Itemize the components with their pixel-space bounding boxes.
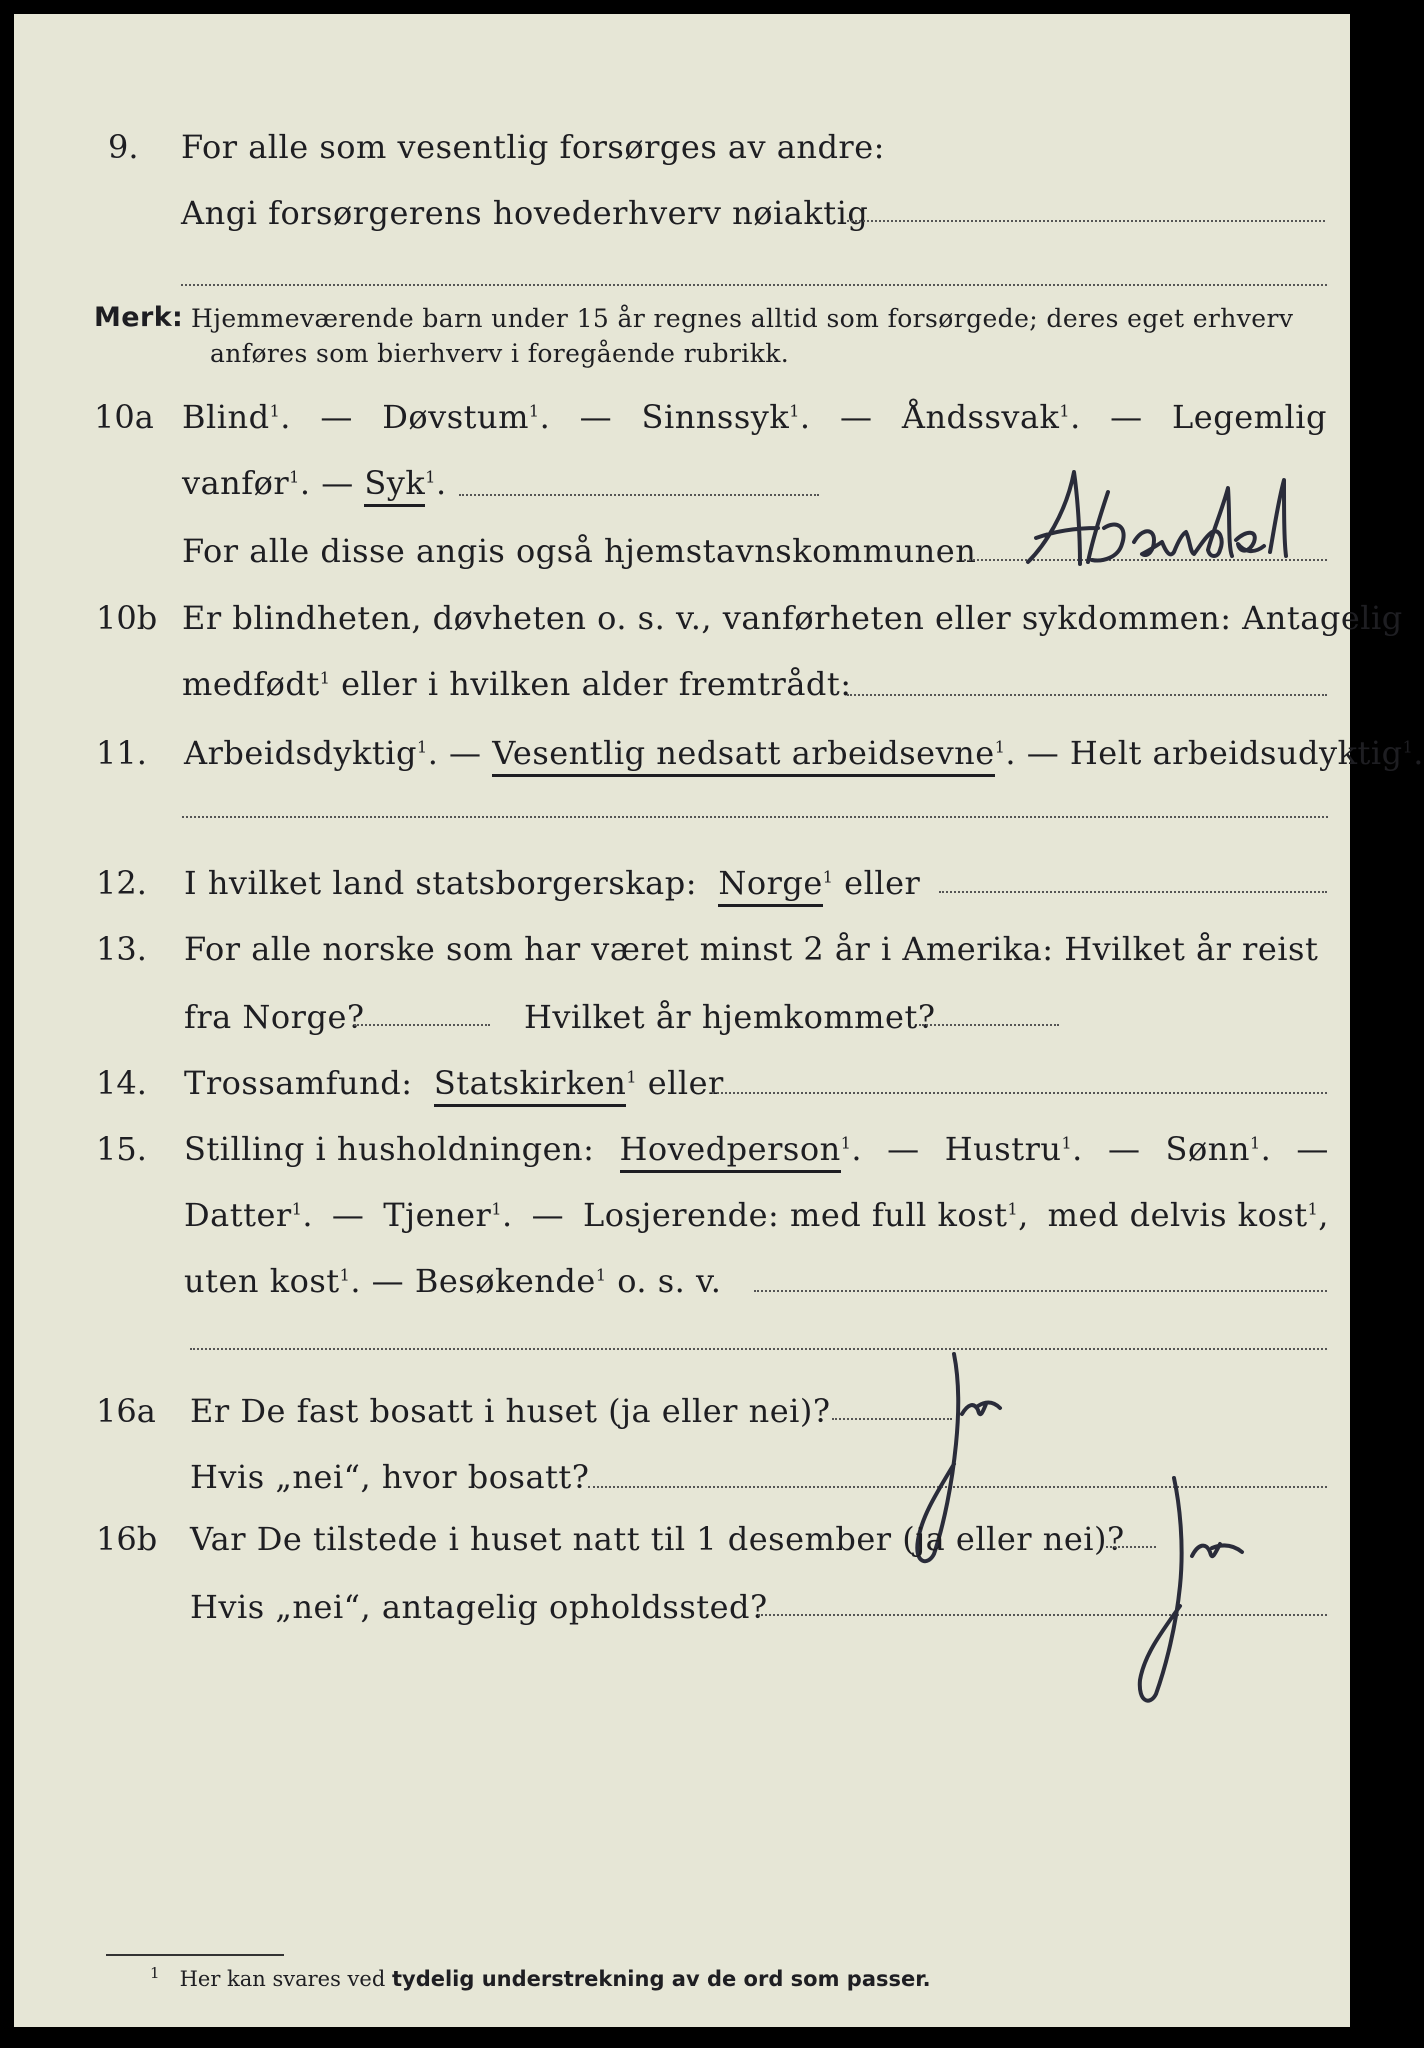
option-tjener: Tjener [383, 1196, 492, 1234]
q15-number: 15. [96, 1130, 147, 1168]
answer-line [712, 1092, 1327, 1094]
q16b-line2: Hvis „nei“, antagelig opholdssted? [190, 1588, 768, 1626]
merk-label: Merk: [94, 302, 184, 333]
option-sonn: Sønn [1165, 1130, 1250, 1168]
option-statskirken: Statskirken [434, 1064, 627, 1107]
q15-line3: uten kost$^1$. — Besøkende$^1$ o. s. v. [184, 1262, 722, 1300]
merk-line2: anføres som bierhverv i foregående rubrikk. [210, 339, 790, 368]
q12-line: I hvilket land statsborgerskap: Norge$^1$ eller [184, 864, 920, 902]
footnote: $^1$ Her kan svares ved tydelig understrekning av de ord som passer. [150, 1964, 931, 1991]
option-delvis-kost: med delvis kost [1047, 1196, 1308, 1234]
option-uten-kost: uten kost [184, 1262, 340, 1300]
answer-line [190, 1348, 1327, 1350]
q12-number: 12. [96, 864, 147, 902]
q15-line1: Stilling i husholdningen: Hovedperson$^1$. — Hustru$^1$. — Sønn$^1$. — [184, 1130, 1329, 1168]
option-norge: Norge [718, 864, 822, 907]
option-sinnssyk: Sinnssyk [641, 398, 790, 436]
option-arbeidsdyktig: Arbeidsdyktig [184, 734, 417, 772]
option-besokende: Besøkende [414, 1262, 596, 1300]
option-hovedperson: Hovedperson [620, 1130, 841, 1173]
q9-line2: Angi forsørgerens hovederhverv nøiaktig [181, 194, 869, 232]
option-losjerende: Losjerende: med full kost [582, 1196, 1008, 1234]
q13-line1: For alle norske som har været minst 2 år i Amerika: Hvilket år reist [184, 930, 1319, 968]
q9-number: 9. [108, 128, 139, 166]
answer-line [354, 1024, 490, 1026]
q10b-line2: medfødt$^1$ eller i hvilken alder fremtrådt: [182, 665, 852, 703]
option-medfodt: medfødt [182, 665, 320, 703]
census-form-page [14, 14, 1424, 2027]
q16b-line1: Var De tilstede i huset natt til 1 desember (ja eller nei)? [190, 1520, 1125, 1558]
q16a-number: 16a [96, 1392, 156, 1430]
answer-line [181, 284, 1327, 286]
option-andssvak: Åndssvak [901, 398, 1060, 436]
q10a-line1: Blind$^1$. — Døvstum$^1$. — Sinnssyk$^1$. — Åndssvak$^1$. — Legemlig [182, 398, 1327, 436]
footnote-rule [106, 1954, 284, 1956]
answer-line [919, 1024, 1059, 1026]
q11-line: Arbeidsdyktig$^1$. — Vesentlig nedsatt arbeidsevne$^1$. — Helt arbeidsudyktig$^1$. [184, 734, 1424, 772]
merk-line1: Hjemmeværende barn under 15 år regnes alltid som forsørgede; deres eget erhverv [191, 304, 1294, 333]
q16b-number: 16b [96, 1520, 158, 1558]
handwritten-ja-answer-16b [1102, 1466, 1272, 1716]
q9-line1: For alle som vesentlig forsørges av andre: [181, 128, 885, 166]
q10a-number: 10a [94, 398, 154, 436]
answer-line [182, 816, 1328, 818]
q10a-line2: vanfør$^1$. — Syk$^1$. [182, 464, 447, 502]
option-vesentlig-nedsatt: Vesentlig nedsatt arbeidsevne [492, 734, 994, 777]
q16a-line1: Er De fast bosatt i huset (ja eller nei)? [190, 1392, 831, 1430]
q16a-line2: Hvis „nei“, hvor bosatt? [190, 1458, 590, 1496]
q13-line2b: Hvilket år hjemkommet? [524, 998, 936, 1036]
answer-line [459, 494, 819, 496]
q13-line2a: fra Norge? [184, 998, 365, 1036]
footnote-mark: 1 [150, 1964, 160, 1982]
q10b-number: 10b [96, 599, 158, 637]
option-hustru: Hustru [944, 1130, 1062, 1168]
answer-line [847, 220, 1325, 222]
handwritten-abandal-signature [1014, 466, 1294, 578]
option-syk: Syk [364, 464, 425, 507]
option-datter: Datter [184, 1196, 292, 1234]
option-blind: Blind [182, 398, 270, 436]
option-helt-arbeidsudyktig: Helt arbeidsudyktig [1069, 734, 1403, 772]
option-legemlig: Legemlig [1172, 398, 1327, 436]
q14-line: Trossamfund: Statskirken$^1$ eller [184, 1064, 724, 1102]
q10a-line3: For alle disse angis også hjemstavnskommunen [182, 532, 977, 570]
answer-line [847, 694, 1327, 696]
q14-number: 14. [96, 1064, 147, 1102]
q11-number: 11. [96, 734, 147, 772]
answer-line [939, 891, 1327, 893]
option-dovstum: Døvstum [382, 398, 529, 436]
q10b-line1: Er blindheten, døvheten o. s. v., vanførheten eller sykdommen: Antagelig [182, 599, 1403, 637]
q15-line2: Datter$^1$. — Tjener$^1$. — Losjerende: med full kost$^1$, med delvis kost$^1$, [184, 1196, 1329, 1234]
answer-line [754, 1290, 1327, 1292]
option-vanfor: vanfør [182, 464, 290, 502]
q13-number: 13. [96, 930, 147, 968]
